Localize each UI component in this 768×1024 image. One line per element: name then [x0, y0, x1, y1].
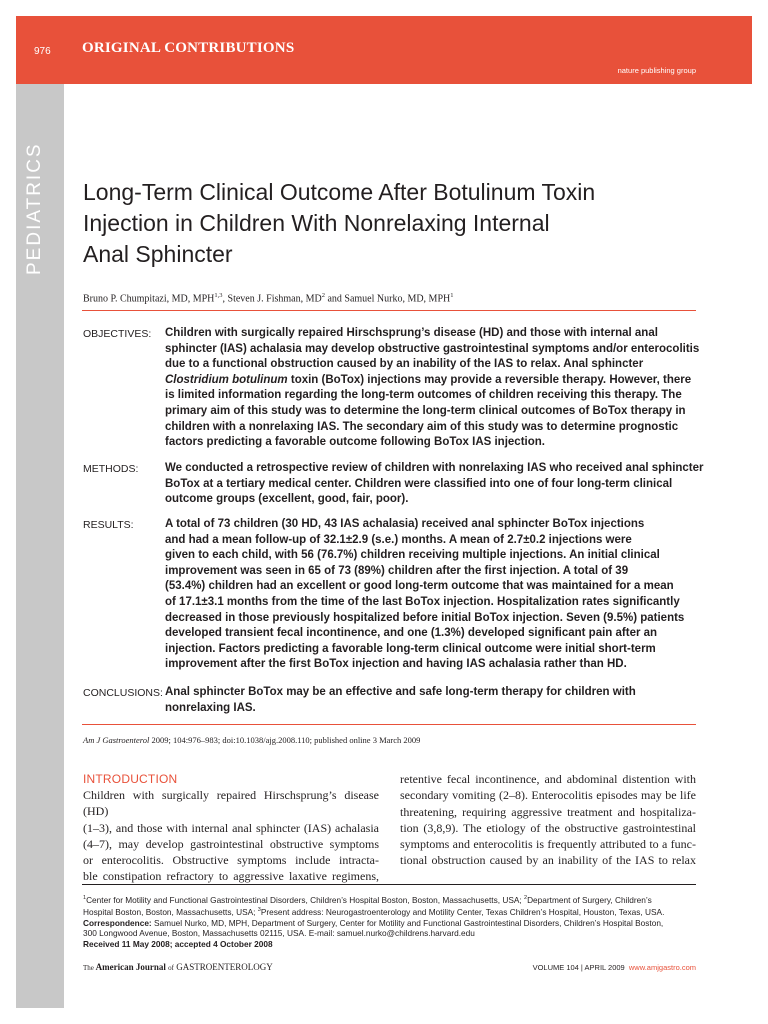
received-dates: Received 11 May 2008; accepted 4 October 2008: [83, 938, 273, 949]
abstract-line: developed transient fecal incontinence, and one (1.3%) developed significant pain after an: [165, 627, 658, 640]
abstract-line: BoTox at a tertiary medical center. Children were classified into one of four long-term clinical: [165, 477, 673, 490]
abstract-line: children with a nonrelaxing IAS. The secondary aim of this study was to determine prognostic: [165, 420, 679, 433]
body-line: retentive fecal incontinence, and abdominal distention with: [400, 772, 696, 786]
journal-name: The American Journal of GASTROENTEROLOGY: [83, 962, 273, 972]
abstract-bottom-rule: [82, 724, 696, 725]
abstract-line: [165, 373, 698, 389]
abstract-line: factors predicting a favorable outcome following BoTox IAS injection.: [165, 436, 545, 449]
abstract-line: is limited information regarding the long-term outcomes of children receiving this therapy. The: [165, 389, 682, 402]
abstract-line-rest: toxin (BoTox) injections may provide a reversible therapy. However, there: [290, 373, 692, 386]
author-list: [83, 292, 453, 304]
body-line: secondary vomiting (2–8). Enterocolitis episodes may be life: [400, 788, 696, 803]
abstract-line: and had a mean follow-up of 32.1±2.9 (s.e.) months. A mean of 2.7±0.2 injections were: [165, 533, 632, 546]
introduction-heading: INTRODUCTION: [83, 772, 178, 786]
objectives-text: [165, 326, 698, 451]
body-line: or enterocolitis. Obstructive symptoms include intracta-: [83, 853, 379, 868]
abstract-line: We conducted a retrospective review of children with nonrelaxing IAS who received anal sphincter: [165, 462, 704, 474]
abstract-line: improvement was seen in 65 of 73 (89%) children after the first injection. A total of 39: [165, 564, 629, 577]
page-number: 976: [34, 46, 51, 57]
body-line: ble constipation refractory to aggressive laxative regimens,: [83, 869, 379, 884]
abstract-top-rule: [82, 310, 696, 311]
author-name: and Samuel Nurko, MD, MPH: [324, 293, 451, 305]
section-heading: ORIGINAL CONTRIBUTIONS: [82, 40, 295, 56]
abstract-line: decreased in those previously hospitalized before initial BoTox injection. Seven (9.5%) patients: [165, 611, 685, 624]
organism-name: Clostridium botulinum: [165, 373, 288, 386]
footnote-rule: [82, 884, 696, 885]
title-line: Injection in Children With Nonrelaxing Internal: [83, 210, 550, 236]
methods-label: METHODS:: [83, 463, 139, 475]
footnotes: [83, 893, 698, 949]
affiliation-line: $^1$Center for Motility and Functional Gastrointestinal Disorders, Children’s Hospital Boston, Boston, Massachusetts, USA; $^2$Department of Surgery, Children’s: [83, 894, 652, 905]
abstract-line: sphincter (IAS) achalasia may develop obstructive gastrointestinal symptoms and/or enterocolitis: [165, 342, 700, 355]
author-name: , Steven J. Fishman, MD: [222, 293, 322, 305]
abstract-line: primary aim of this study was to determine the long-term clinical outcomes of BoTox therapy in: [165, 404, 686, 417]
abstract-line: A total of 73 children (30 HD, 43 IAS achalasia) received anal sphincter BoTox injections: [165, 518, 645, 530]
body-line: threatening, requiring aggressive treatment and hospitaliza-: [400, 804, 696, 819]
conclusions-text: [165, 685, 698, 716]
title-line: Anal Sphincter: [83, 241, 233, 267]
citation: [83, 735, 420, 745]
body-line: tion (3,8,9). The etiology of the obstructive gastrointestinal: [400, 820, 696, 835]
journal-url[interactable]: www.amjgastro.com: [628, 963, 696, 972]
body-line: tional obstruction caused by an inability of the IAS to relax: [400, 853, 696, 868]
body-line: (4–7), may develop gastrointestinal obstructive symptoms: [83, 836, 379, 851]
methods-text: [165, 461, 704, 508]
author-affiliation: 1,3: [214, 292, 223, 299]
body-line: (1–3), and those with internal anal sphincter (IAS) achalasia: [83, 820, 379, 835]
abstract-line: improvement after the first BoTox injection and having IAS achalasia rather than HD.: [165, 658, 627, 671]
citation-details: 2009; 104:976–983; doi:10.1038/ajg.2008.110; published online 3 March 2009: [149, 735, 421, 745]
abstract-line: nonrelaxing IAS.: [165, 701, 256, 714]
results-label: RESULTS:: [83, 519, 134, 531]
abstract-line: Children with surgically repaired Hirschsprung’s disease (HD) and those with internal anal: [165, 327, 658, 339]
intro-column-left: [83, 787, 379, 885]
address-line: 300 Longwood Avenue, Boston, Massachusetts 02115, USA. E-mail: samuel.nurko@childrens.harvard.edu: [83, 928, 475, 939]
affiliation-line: Hospital Boston, Boston, Massachusetts, USA; $^3$Present address: Neurogastroenterology and Motility Center, Texas Children’s Hospital, Houston, Texas, USA.: [83, 907, 665, 918]
abstract-line: Anal sphincter BoTox may be an effective and safe long-term therapy for children with: [165, 686, 636, 698]
abstract-line: outcome groups (excellent, good, fair, poor).: [165, 493, 409, 506]
abstract-line: of 17.1±3.1 months from the time of the last BoTox injection. Hospitalization rates significantly: [165, 595, 680, 608]
abstract-line: due to a functional obstruction caused by an inability of the IAS to relax. Anal sphincter: [165, 358, 644, 371]
conclusions-label: CONCLUSIONS:: [83, 687, 163, 699]
author-affiliation: 1: [450, 292, 454, 299]
body-line: symptoms and enterocolitis is frequently attributed to a func-: [400, 837, 696, 852]
article-title: [83, 177, 683, 270]
title-line: Long-Term Clinical Outcome After Botulinum Toxin: [83, 179, 596, 205]
correspondence-line: Correspondence: Samuel Nurko, MD, MPH, Department of Surgery, Center for Motility and Functional Gastrointestinal Disorders, Children’s Hospital Boston,: [83, 917, 664, 928]
abstract-line: injection. Factors predicting a favorable long-term clinical outcome were initial short-term: [165, 642, 656, 655]
abstract-line: (53.4%) children had an excellent or good long-term outcome that was maintained for a mean: [165, 580, 674, 593]
journal-abbrev: Am J Gastroenterol: [83, 735, 150, 745]
publisher-name: nature publishing group: [617, 66, 696, 75]
correspondence-label: Correspondence:: [83, 917, 152, 928]
volume-info: VOLUME 104 | APRIL 2009 www.amjgastro.com: [532, 963, 696, 972]
abstract-line: given to each child, with 56 (76.7%) children receiving multiple injections. An initial clinical: [165, 549, 660, 562]
author-affiliation: 2: [321, 292, 325, 299]
results-text: [165, 517, 698, 673]
sidebar-label: PEDIATRICS: [24, 142, 45, 275]
intro-column-right: [400, 771, 696, 869]
body-line: Children with surgically repaired Hirschsprung’s disease (HD): [83, 788, 379, 819]
author-name: Bruno P. Chumpitazi, MD, MPH: [83, 293, 215, 305]
objectives-label: OBJECTIVES:: [83, 328, 152, 340]
